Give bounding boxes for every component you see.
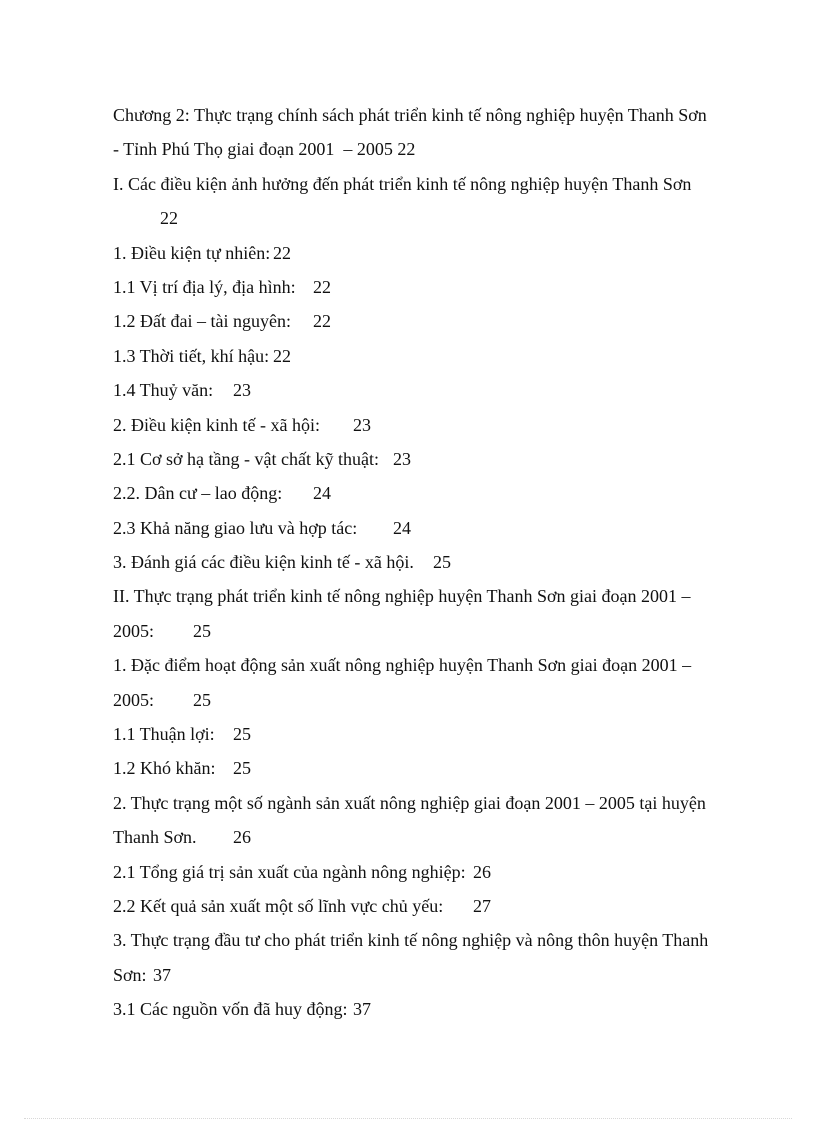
toc-entry-2-2: 2.2. Dân cư – lao động: 24 [113,483,331,504]
toc-entry-section-i: I. Các điều kiện ảnh hưởng đến phát triển kinh tế nông nghiệp huyện Thanh Sơn [113,173,692,194]
toc-entry-ii-1-1: 1.1 Thuận lợi: 25 [113,724,251,745]
toc-entry-1-4: 1.4 Thuỷ văn: 23 [113,380,251,401]
toc-entry-1: 1. Điều kiện tự nhiên: 22 [113,242,291,263]
toc-entry-ii-2-2: 2.2 Kết quả sản xuất một số lĩnh vực chủ yếu: 27 [113,895,491,916]
toc-entry-ii-1: 1. Đặc điểm hoạt động sản xuất nông nghiệp huyện Thanh Sơn giai đoạn 2001 – [113,655,692,676]
toc-entry-2-3: 2.3 Khả năng giao lưu và hợp tác: 24 [113,517,411,538]
toc-entry-ii-2-cont: Thanh Sơn. 26 [113,827,251,848]
toc-entry-section-i-page: 22 [160,208,178,229]
toc-entry-chapter-2: Chương 2: Thực trạng chính sách phát triển kinh tế nông nghiệp huyện Thanh Sơn [113,105,707,125]
toc-entry-ii-3: 3. Thực trạng đầu tư cho phát triển kinh tế nông nghiệp và nông thôn huyện Thanh [113,930,709,951]
toc-entry-ii-1-2: 1.2 Khó khăn: 25 [113,758,251,779]
toc-entry-ii-3-cont: Sơn: 37 [113,964,171,985]
toc-entry-2-1: 2.1 Cơ sở hạ tầng - vật chất kỹ thuật: 23 [113,448,411,469]
toc-entry-1-2: 1.2 Đất đai – tài nguyên: 22 [113,311,331,332]
toc-entry-3: 3. Đánh giá các điều kiện kinh tế - xã hội. 25 [113,552,451,573]
toc-entry-2: 2. Điều kiện kinh tế - xã hội: 23 [113,414,371,435]
toc-entry-ii-1-cont: 2005: 25 [113,689,211,710]
page-bottom-divider [24,1118,792,1119]
toc-entry-ii-2-1: 2.1 Tổng giá trị sản xuất của ngành nông nghiệp: 26 [113,861,491,882]
toc-entry-chapter-2-cont: - Tỉnh Phú Thọ giai đoạn 2001 – 2005 22 [113,139,416,160]
toc-entry-section-ii: II. Thực trạng phát triển kinh tế nông nghiệp huyện Thanh Sơn giai đoạn 2001 – [113,586,691,607]
table-of-contents [113,98,753,1027]
toc-entry-1-3: 1.3 Thời tiết, khí hậu: 22 [113,345,291,366]
toc-entry-ii-2: 2. Thực trạng một số ngành sản xuất nông nghiệp giai đoạn 2001 – 2005 tại huyện [113,792,706,813]
toc-entry-ii-3-1: 3.1 Các nguồn vốn đã huy động: 37 [113,999,371,1020]
toc-entry-1-1: 1.1 Vị trí địa lý, địa hình: 22 [113,276,331,297]
toc-entry-section-ii-cont: 2005: 25 [113,620,211,641]
